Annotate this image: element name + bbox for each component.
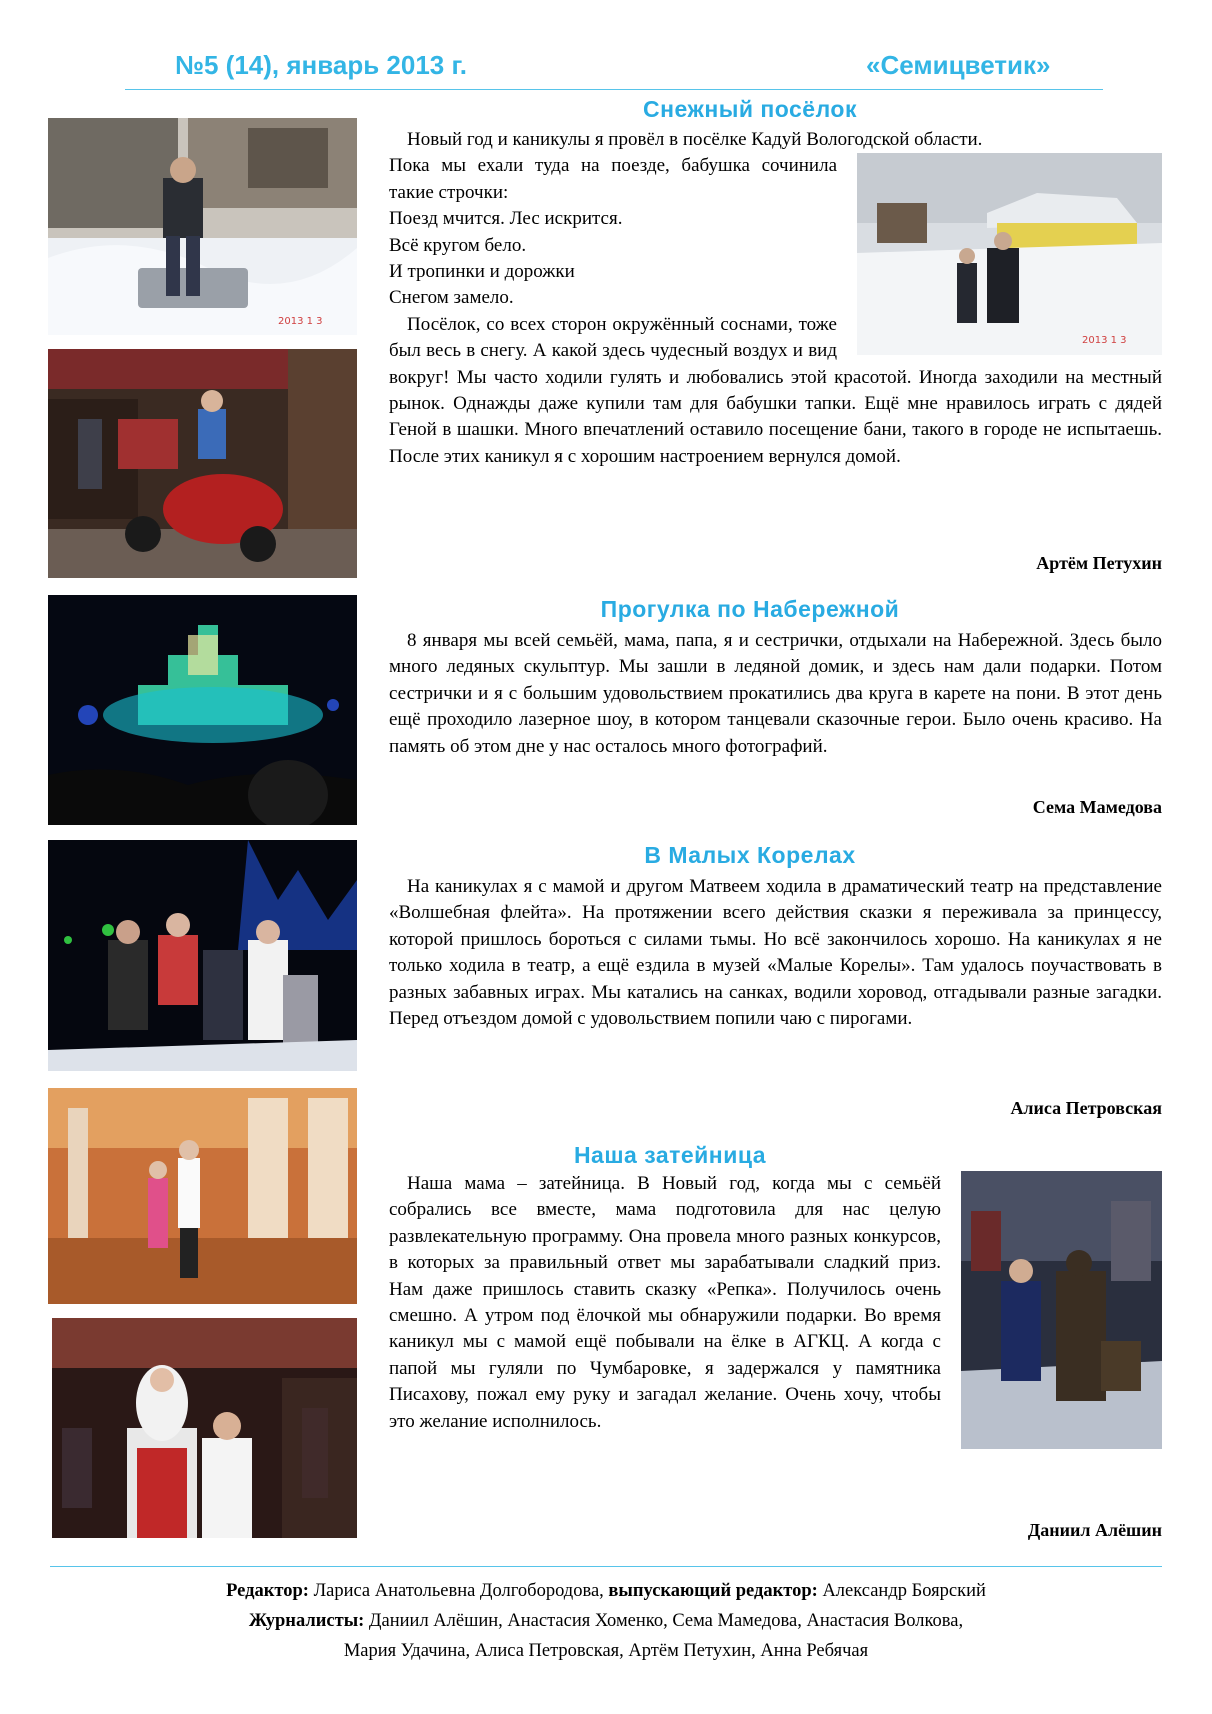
article-title-malye-korely: В Малых Корелах [644, 842, 856, 868]
issue-label: №5 (14), январь 2013 г. [175, 50, 467, 80]
article-paragraph: На каникулах я с мамой и другом Матвеем ходила в драматический театр на представление «Волшебная флейта». На протяжении всего действия сказки я переживала за принцессу, которой пришлось бороться с силами тьмы. Но всё закончилось хорошо. На каникулах я не только ходила в театр, а ещё ездила в музей «Малые Корелы». Там удалось поучаствовать в разных забавных играх. Мы катались на санках, водили хоровод, отгадывали разные загадки. Перед отъездом домой с удовольствием попили чаю с пирогами. [389, 876, 1162, 1030]
journalists-names: Даниил Алёшин, Анастасия Хоменко, Сема Мамедова, Анастасия Волкова, [368, 1611, 964, 1631]
article-title-entertainer: Наша затейница [573, 1142, 767, 1168]
journalists-label: Журналисты: [248, 1611, 365, 1631]
editor-label: Редактор: [226, 1581, 309, 1601]
article-author: Артём Петухин [1036, 553, 1162, 573]
article-paragraph: 8 января мы всей семьёй, мама, папа, я и сестрички, отдыхали на Набережной. Здесь было много ледяных скульптур. Мы зашли в ледяной домик, и здесь нам дали подарки. Потом сестрички и я с большим удовольствием прокатились два круга в карете на пони. В этот день ещё проходило лазерное шоу, в котором танцевали сказочные герои. Было очень красиво. На память об этом дне у нас осталось много фотографий. [389, 630, 1162, 757]
article-author: Даниил Алёшин [1027, 1520, 1162, 1540]
article-title-snow-village: Снежный посёлок [643, 96, 857, 122]
header-divider [125, 89, 1103, 90]
footer-journalists-line-2: Мария Удачина, Алиса Петровская, Артём Петухин, Анна Ребячая [343, 1641, 869, 1661]
article-paragraph: Пока мы ехали туда на поезде, бабушка сочинила такие строчки: [389, 155, 837, 203]
photo-girl-scooter [48, 349, 357, 578]
footer-credits [50, 1576, 1162, 1666]
article-paragraph: Новый год и каникулы я провёл в посёлке Кадуй Вологодской области. [407, 129, 983, 150]
photo-ice-castle [48, 595, 357, 825]
newspaper-name: «Семицветик» [866, 50, 1051, 80]
photo-date-stamp: 2013 1 3 [1082, 335, 1127, 347]
article-paragraph: Наша мама – затейница. В Новый год, когда мы с семьёй собрались все вместе, мама подготовила для нас целую развлекательную программу. Она провела много разных конкурсов, в которых за правильный ответ мы зарабатывали сладкий приз. Нам даже пришлось ставить сказку «Репка». Получилось очень смешно. А утром под ёлочкой мы обнаружили подарки. Во время каникул мы с мамой ещё побывали на ёлке в АГКЦ. А когда с папой мы гуляли по Чумбаровке, я задержался у памятника Писахову, пожал ему руку и загадал желание. Очень хочу, чтобы это желание исполнилось. [389, 1173, 941, 1432]
poem-line: Поезд мчится. Лес искрится. [389, 208, 623, 230]
photo-boy-snow [48, 118, 357, 335]
photo-santa-boy [52, 1318, 357, 1538]
article-author: Алиса Петровская [1010, 1098, 1162, 1118]
photo-village-winter [857, 153, 1162, 355]
article-title-embankment: Прогулка по Набережной [600, 596, 900, 622]
poem-line: Снегом замело. [389, 287, 514, 309]
photo-date-stamp: 2013 1 3 [278, 316, 323, 327]
poem-line: Всё кругом бело. [389, 234, 527, 256]
article-author: Сема Мамедова [1032, 797, 1162, 817]
article-body-embankment [389, 628, 1162, 760]
photo-girls-hall [48, 1088, 357, 1304]
footer-journalists-line [50, 1606, 1162, 1636]
article-body-entertainer [389, 1171, 1162, 1455]
footer-divider [50, 1566, 1162, 1567]
article-body-snow-village [389, 127, 1162, 470]
photo-boy-monument [961, 1171, 1162, 1449]
editor-name: Лариса Анатольевна Долгобородова, [313, 1581, 604, 1601]
article-paragraph: Посёлок, со всех сторон окружённый соснами, тоже был весь в снегу. А какой здесь чудесный воздух и вид вокруг! Мы часто ходили гулять и любовались этой красотой. Иногда заходили на местный рынок. Однажды даже купили там для бабушки тапки. Ещё мне нравилось играть с дядей Геной в шашки. Много впечатлений оставило посещение бани, такого в городе не испытаешь. После этих каникул я с хорошим настроением вернулся домой. [389, 313, 1162, 467]
footer-editor-line [50, 1576, 1162, 1606]
release-editor-name: Александр Боярский [822, 1581, 986, 1601]
poem-line: И тропинки и дорожки [389, 261, 575, 283]
article-body-malye-korely [389, 874, 1162, 1032]
photo-family-night [48, 840, 357, 1071]
release-editor-label: выпускающий редактор: [608, 1581, 818, 1601]
